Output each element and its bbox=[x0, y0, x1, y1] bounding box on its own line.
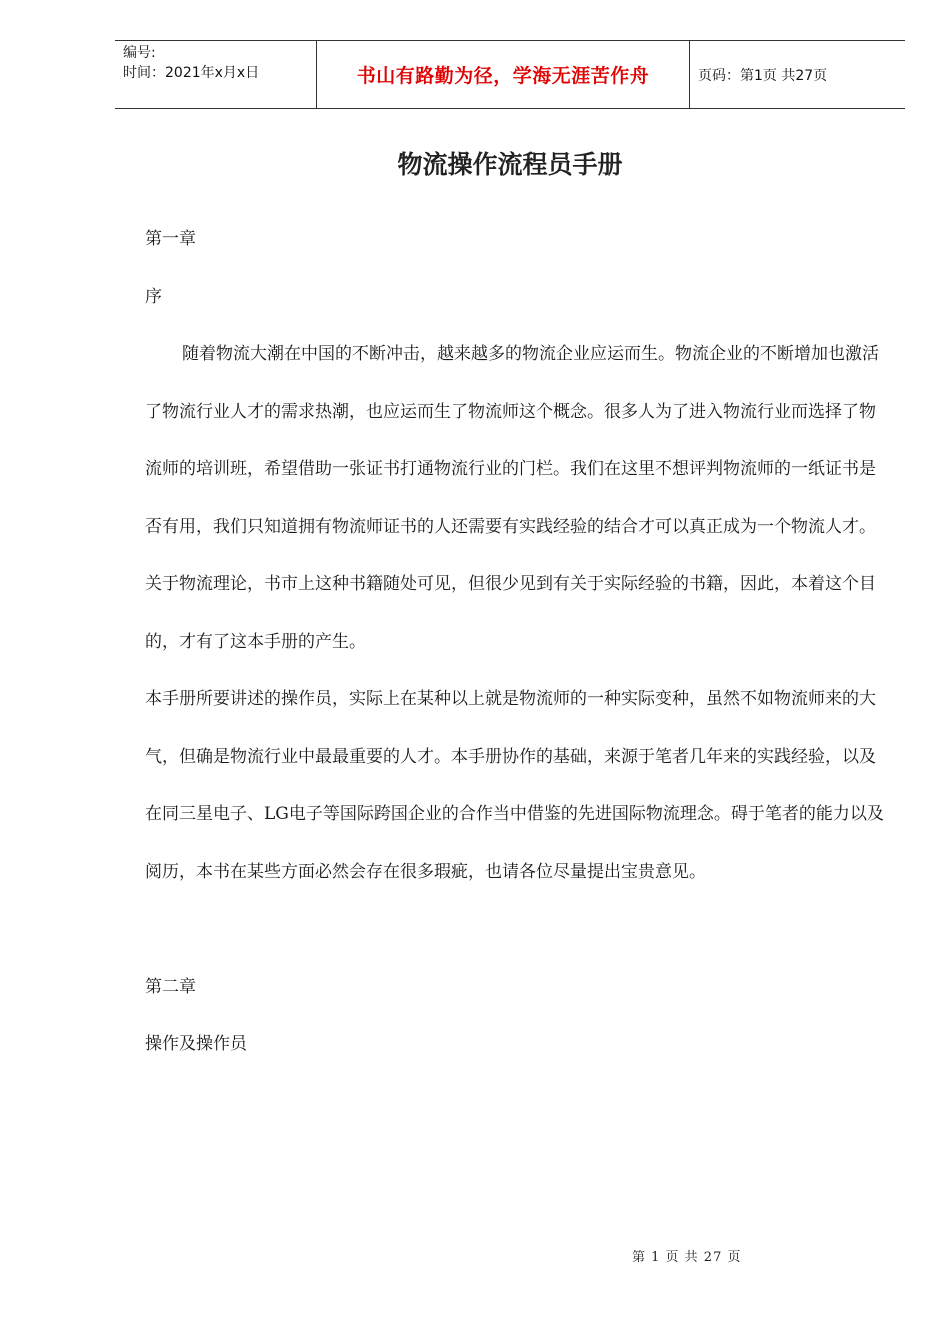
page-header bbox=[115, 40, 905, 109]
chapter1-paragraph-1: 随着物流大潮在中国的不断冲击，越来越多的物流企业应运而生。物流企业的不断增加也激活了物流行业人才的需求热潮，也应运而生了物流师这个概念。很多人为了进入物流行业而选择了物流师的培训班，希望借助一张证书打通物流行业的门栏。我们在这里不想评判物流师的一纸证书是否有用，我们只知道拥有物流师证书的人还需要有实践经验的结合才可以真正成为一个物流人才。关于物流理论，书市上这种书籍随处可见，但很少见到有关于实际经验的书籍，因此，本着这个目的，才有了这本手册的产生。 bbox=[145, 344, 879, 652]
document-title: 物流操作流程员手册 bbox=[397, 150, 623, 179]
header-page-info: 页码：第1页 共27页 bbox=[698, 67, 828, 84]
document-body bbox=[145, 211, 885, 1074]
chapter2-label: 第二章 bbox=[145, 976, 196, 997]
header-motto: 书山有路勤为径，学海无涯苦作舟 bbox=[316, 41, 690, 108]
date-label: 时间：2021年x月x日 bbox=[123, 65, 260, 81]
chapter1-paragraph-2: 本手册所要讲述的操作员，实际上在某种以上就是物流师的一种实际变种，虽然不如物流师来的大气，但确是物流行业中最最重要的人才。本手册协作的基础，来源于笔者几年来的实践经验，以及在同三星电子、LG电子等国际跨国企业的合作当中借鉴的先进国际物流理念。碍于笔者的能力以及阅历，本书在某些方面必然会存在很多瑕疵，也请各位尽量提出宝贵意见。 bbox=[145, 689, 884, 882]
serial-label: 编号: bbox=[123, 45, 156, 61]
chapter2-heading: 操作及操作员 bbox=[145, 1034, 247, 1054]
chapter1-heading: 序 bbox=[145, 286, 162, 307]
page-footer: 第 1 页 共 27 页 bbox=[632, 1250, 742, 1265]
chapter1-label: 第一章 bbox=[145, 229, 196, 249]
header-meta bbox=[115, 41, 316, 108]
spacer bbox=[145, 901, 885, 959]
